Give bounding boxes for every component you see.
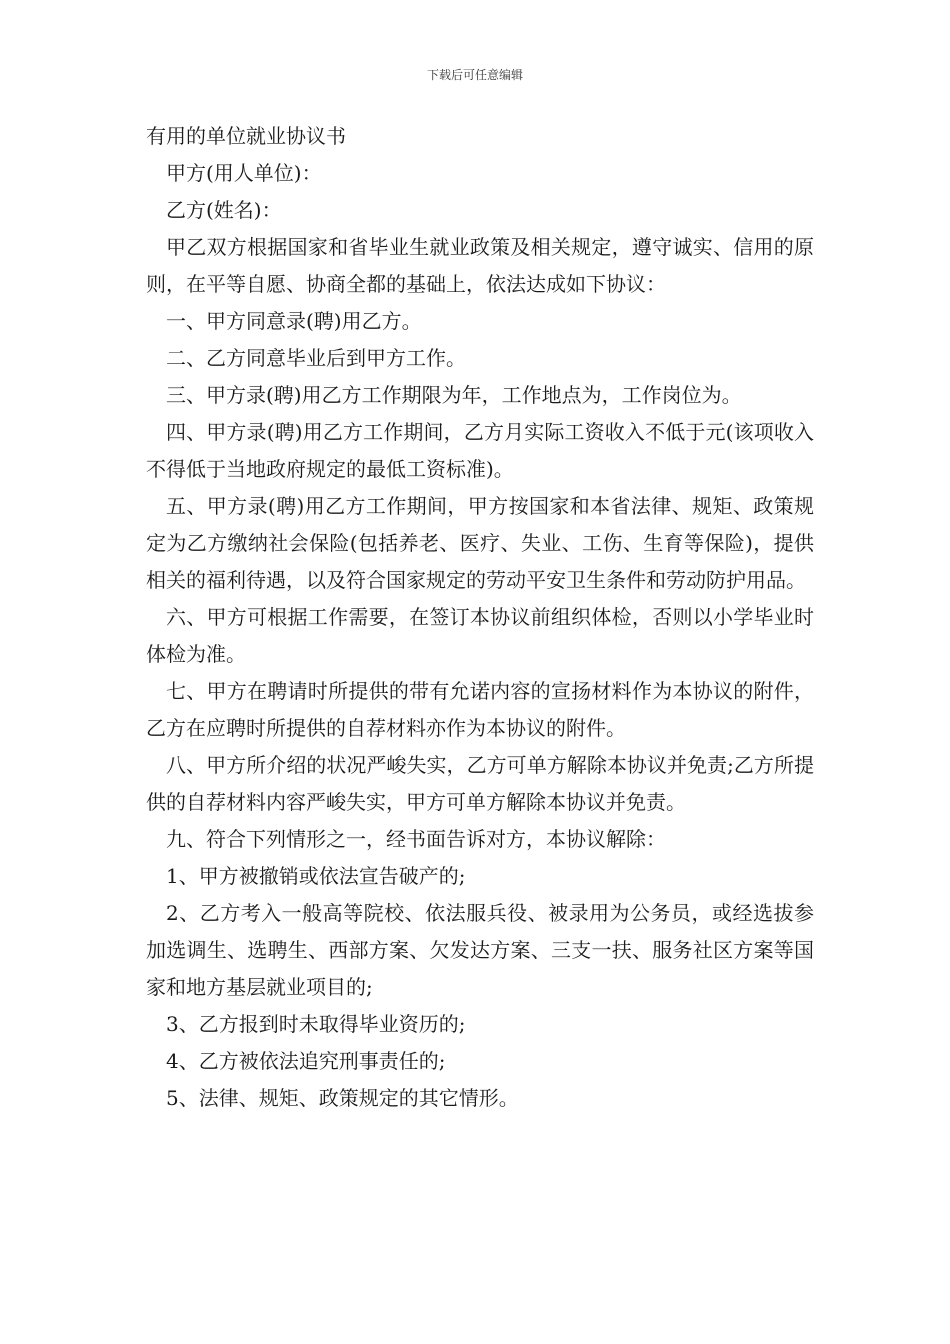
sub-item-1: 1、甲方被撤销或依法宣告破产的; — [166, 864, 466, 888]
clause-7: 七、甲方在聘请时所提供的带有允诺内容的宣扬材料作为本协议的附件，乙方在应聘时所提供的自荐材料亦作为本协议的附件。 — [146, 679, 814, 740]
clause-1: 一、甲方同意录(聘)用乙方。 — [166, 309, 422, 333]
header-note: 下载后可任意编辑 — [426, 68, 523, 82]
document-body — [146, 118, 814, 1117]
sub-item-5: 5、法律、规矩、政策规定的其它情形。 — [166, 1086, 519, 1110]
clause-5: 五、甲方录(聘)用乙方工作期间，甲方按国家和本省法律、规矩、政策规定为乙方缴纳社会保险(包括养老、医疗、失业、工伤、生育等保险)，提供相关的福利待遇，以及符合国家规定的劳动平安卫生条件和劳动防护用品。 — [146, 494, 814, 592]
clause-8: 八、甲方所介绍的状况严峻失实，乙方可单方解除本协议并免责;乙方所提供的自荐材料内容严峻失实，甲方可单方解除本协议并免责。 — [146, 753, 814, 814]
party-b-line: 乙方(姓名)： — [166, 198, 282, 222]
clause-3: 三、甲方录(聘)用乙方工作期限为年，工作地点为，工作岗位为。 — [166, 383, 742, 407]
clause-9: 九、符合下列情形之一，经书面告诉对方，本协议解除： — [166, 827, 666, 851]
sub-item-3: 3、乙方报到时未取得毕业资历的; — [166, 1012, 466, 1036]
clause-4: 四、甲方录(聘)用乙方工作期间，乙方月实际工资收入不低于元(该项收入不得低于当地政府规定的最低工资标准)。 — [146, 420, 814, 481]
party-a-line: 甲方(用人单位)： — [166, 161, 322, 185]
clause-6: 六、甲方可根据工作需要，在签订本协议前组织体检，否则以小学毕业时体检为准。 — [146, 605, 814, 666]
document-title: 有用的单位就业协议书 — [146, 124, 346, 148]
sub-item-4: 4、乙方被依法追究刑事责任的; — [166, 1049, 446, 1073]
clause-2: 二、乙方同意毕业后到甲方工作。 — [166, 346, 466, 370]
preamble-paragraph: 甲乙双方根据国家和省毕业生就业政策及相关规定，遵守诚实、信用的原则，在平等自愿、协商全都的基础上，依法达成如下协议： — [146, 235, 814, 296]
sub-item-2: 2、乙方考入一般高等院校、依法服兵役、被录用为公务员，或经选拔参加选调生、选聘生、西部方案、欠发达方案、三支一扶、服务社区方案等国家和地方基层就业项目的; — [146, 901, 814, 999]
